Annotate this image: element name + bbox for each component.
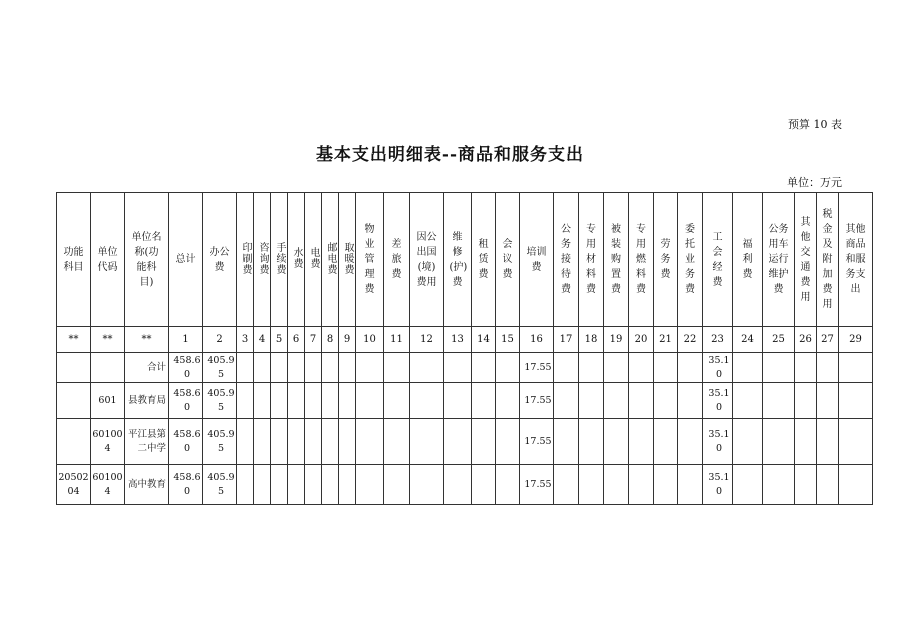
table-cell bbox=[763, 353, 795, 383]
table-cell bbox=[410, 465, 444, 505]
column-header-label: 电费 bbox=[308, 247, 319, 269]
column-header bbox=[91, 193, 125, 327]
column-header-label: 印刷费 bbox=[240, 241, 251, 275]
table-cell bbox=[410, 383, 444, 419]
column-header-label: 办公费 bbox=[209, 246, 230, 273]
table-cell bbox=[839, 383, 873, 419]
column-header-label: 税金及附加费用 bbox=[822, 209, 833, 310]
column-header bbox=[817, 193, 839, 327]
column-header bbox=[654, 193, 678, 327]
column-number: 23 bbox=[703, 327, 733, 353]
table-cell bbox=[763, 383, 795, 419]
table-cell: 601004 bbox=[91, 465, 125, 505]
table-cell bbox=[472, 383, 496, 419]
table-cell bbox=[57, 353, 91, 383]
column-header bbox=[472, 193, 496, 327]
table-cell bbox=[444, 419, 472, 465]
column-number: ** bbox=[91, 327, 125, 353]
column-header bbox=[678, 193, 703, 327]
table-cell bbox=[305, 383, 322, 419]
column-header bbox=[169, 193, 203, 327]
form-number: 预算 10 表 bbox=[788, 118, 842, 131]
table-cell bbox=[57, 419, 91, 465]
column-header-label: 手续费 bbox=[274, 241, 285, 275]
table-cell bbox=[384, 419, 410, 465]
column-header-label: 公务用车运行维护费 bbox=[768, 224, 789, 295]
table-cell: 601 bbox=[91, 383, 125, 419]
table-cell bbox=[356, 383, 384, 419]
column-header-label: 物业管理费 bbox=[364, 224, 375, 295]
column-header bbox=[579, 193, 604, 327]
column-number: 6 bbox=[288, 327, 305, 353]
column-number: 14 bbox=[472, 327, 496, 353]
column-header-label: 差旅费 bbox=[391, 239, 402, 280]
table-cell: 17.55 bbox=[520, 353, 554, 383]
table-cell bbox=[57, 383, 91, 419]
table-cell bbox=[579, 353, 604, 383]
column-number: 4 bbox=[254, 327, 271, 353]
table-cell: 35.10 bbox=[703, 465, 733, 505]
table-cell bbox=[763, 465, 795, 505]
column-header-label: 劳务费 bbox=[660, 239, 671, 280]
column-header-label: 租赁费 bbox=[478, 239, 489, 280]
table-cell: 405.95 bbox=[203, 383, 237, 419]
table-cell: 高中教育 bbox=[125, 465, 169, 505]
table-cell bbox=[629, 353, 654, 383]
column-header bbox=[733, 193, 763, 327]
column-number: 29 bbox=[839, 327, 873, 353]
column-number: 12 bbox=[410, 327, 444, 353]
table-cell bbox=[410, 419, 444, 465]
table-cell: 458.60 bbox=[169, 419, 203, 465]
table-cell bbox=[654, 353, 678, 383]
table-cell: 县教育局 bbox=[125, 383, 169, 419]
table-cell bbox=[839, 465, 873, 505]
column-header bbox=[410, 193, 444, 327]
table-cell bbox=[339, 465, 356, 505]
column-header-label: 功能科目 bbox=[63, 246, 84, 273]
table-cell bbox=[254, 383, 271, 419]
table-cell bbox=[288, 383, 305, 419]
table-cell bbox=[817, 465, 839, 505]
table-cell bbox=[733, 353, 763, 383]
column-header-label: 单位名称(功能科目) bbox=[131, 231, 162, 288]
column-header bbox=[839, 193, 873, 327]
table-cell bbox=[444, 353, 472, 383]
table-cell bbox=[579, 383, 604, 419]
table-cell bbox=[817, 419, 839, 465]
table-cell bbox=[305, 419, 322, 465]
column-header-label: 取暖费 bbox=[342, 241, 353, 275]
table-cell bbox=[604, 383, 629, 419]
table-cell bbox=[410, 353, 444, 383]
table-cell bbox=[322, 353, 339, 383]
column-number: 3 bbox=[237, 327, 254, 353]
table-cell bbox=[763, 419, 795, 465]
column-header bbox=[237, 193, 254, 327]
budget-table bbox=[56, 192, 873, 505]
column-header bbox=[305, 193, 322, 327]
table-cell bbox=[817, 383, 839, 419]
table-cell bbox=[271, 419, 288, 465]
table-cell bbox=[472, 465, 496, 505]
table-cell: 35.10 bbox=[703, 383, 733, 419]
table-cell bbox=[629, 465, 654, 505]
table-cell: 35.10 bbox=[703, 353, 733, 383]
column-header-label: 因公出国(境)费用 bbox=[416, 231, 437, 288]
column-header-label: 咨询费 bbox=[257, 241, 268, 275]
table-cell: 458.60 bbox=[169, 383, 203, 419]
column-header-label: 维修(护)费 bbox=[449, 231, 468, 288]
column-number: ** bbox=[57, 327, 91, 353]
column-number: 27 bbox=[817, 327, 839, 353]
table-cell bbox=[496, 353, 520, 383]
table-cell: 458.60 bbox=[169, 353, 203, 383]
table-cell bbox=[678, 419, 703, 465]
table-row bbox=[57, 419, 873, 465]
column-header bbox=[629, 193, 654, 327]
column-header bbox=[795, 193, 817, 327]
table-row bbox=[57, 465, 873, 505]
column-number: 25 bbox=[763, 327, 795, 353]
column-header bbox=[520, 193, 554, 327]
table-cell bbox=[271, 465, 288, 505]
header-row bbox=[57, 193, 873, 327]
table-cell bbox=[384, 383, 410, 419]
table-cell bbox=[288, 465, 305, 505]
column-number: 5 bbox=[271, 327, 288, 353]
column-header-label: 水费 bbox=[291, 247, 302, 269]
column-number: 2 bbox=[203, 327, 237, 353]
column-header bbox=[322, 193, 339, 327]
column-header bbox=[763, 193, 795, 327]
column-number: 19 bbox=[604, 327, 629, 353]
table-cell bbox=[91, 353, 125, 383]
table-cell bbox=[496, 419, 520, 465]
table-cell bbox=[554, 353, 579, 383]
table-cell bbox=[579, 419, 604, 465]
table-cell: 合计 bbox=[125, 353, 169, 383]
table-cell: 405.95 bbox=[203, 465, 237, 505]
unit-label: 单位：万元 bbox=[787, 176, 842, 189]
table-cell bbox=[654, 383, 678, 419]
table-cell: 35.10 bbox=[703, 419, 733, 465]
table-cell bbox=[271, 383, 288, 419]
column-number: 20 bbox=[629, 327, 654, 353]
column-header bbox=[356, 193, 384, 327]
column-header-label: 专用燃料费 bbox=[636, 224, 646, 295]
table-cell bbox=[322, 383, 339, 419]
column-header-label: 邮电费 bbox=[325, 241, 336, 275]
table-cell bbox=[339, 383, 356, 419]
table-cell bbox=[356, 465, 384, 505]
table-cell bbox=[817, 353, 839, 383]
table-cell bbox=[678, 465, 703, 505]
table-cell bbox=[444, 465, 472, 505]
table-cell bbox=[654, 465, 678, 505]
table-cell bbox=[604, 419, 629, 465]
table-cell bbox=[795, 353, 817, 383]
page-title: 基本支出明细表--商品和服务支出 bbox=[315, 145, 585, 165]
table-cell bbox=[322, 465, 339, 505]
column-number: 21 bbox=[654, 327, 678, 353]
column-number: 11 bbox=[384, 327, 410, 353]
column-number: 8 bbox=[322, 327, 339, 353]
column-header-label: 单位代码 bbox=[97, 246, 118, 273]
table-cell: 17.55 bbox=[520, 465, 554, 505]
table-cell bbox=[496, 383, 520, 419]
table-cell bbox=[472, 353, 496, 383]
table-cell bbox=[678, 353, 703, 383]
table-cell bbox=[288, 353, 305, 383]
column-number: ** bbox=[125, 327, 169, 353]
column-number: 22 bbox=[678, 327, 703, 353]
table-row bbox=[57, 353, 873, 383]
table-cell bbox=[654, 419, 678, 465]
column-number: 10 bbox=[356, 327, 384, 353]
column-header-label: 培训费 bbox=[526, 246, 547, 273]
column-number: 15 bbox=[496, 327, 520, 353]
column-header-label: 委托业务费 bbox=[685, 224, 695, 295]
table-cell bbox=[472, 419, 496, 465]
table-cell bbox=[629, 419, 654, 465]
table-cell bbox=[254, 419, 271, 465]
table-cell bbox=[271, 353, 288, 383]
table-cell bbox=[795, 383, 817, 419]
column-header bbox=[384, 193, 410, 327]
table-cell: 17.55 bbox=[520, 383, 554, 419]
column-number: 1 bbox=[169, 327, 203, 353]
column-header-label: 会议费 bbox=[502, 239, 513, 280]
column-header-label: 其他交通费用 bbox=[800, 216, 811, 303]
table-cell bbox=[288, 419, 305, 465]
column-number: 17 bbox=[554, 327, 579, 353]
column-header bbox=[125, 193, 169, 327]
column-number: 7 bbox=[305, 327, 322, 353]
table-cell: 458.60 bbox=[169, 465, 203, 505]
table-cell bbox=[604, 353, 629, 383]
column-header-label: 福利费 bbox=[742, 239, 753, 280]
column-number: 18 bbox=[579, 327, 604, 353]
table-cell bbox=[629, 383, 654, 419]
table-cell: 405.95 bbox=[203, 353, 237, 383]
column-number: 9 bbox=[339, 327, 356, 353]
table-cell bbox=[678, 383, 703, 419]
table-cell bbox=[254, 465, 271, 505]
table-cell: 601004 bbox=[91, 419, 125, 465]
column-header-label: 其他商品和服务支出 bbox=[845, 224, 866, 295]
column-header-label: 被装购置费 bbox=[611, 224, 621, 295]
column-number: 24 bbox=[733, 327, 763, 353]
column-header bbox=[444, 193, 472, 327]
table-cell bbox=[795, 465, 817, 505]
column-header-label: 专用材料费 bbox=[586, 224, 596, 295]
table-cell bbox=[237, 383, 254, 419]
table-cell: 2050204 bbox=[57, 465, 91, 505]
table-cell bbox=[733, 465, 763, 505]
column-header bbox=[703, 193, 733, 327]
column-header bbox=[288, 193, 305, 327]
table-cell bbox=[384, 465, 410, 505]
column-header-label: 公务接待费 bbox=[561, 224, 571, 295]
table-cell: 405.95 bbox=[203, 419, 237, 465]
column-number-row bbox=[57, 327, 873, 353]
table-cell bbox=[604, 465, 629, 505]
table-cell bbox=[237, 465, 254, 505]
table-row bbox=[57, 383, 873, 419]
table-cell bbox=[237, 419, 254, 465]
table-cell bbox=[733, 419, 763, 465]
table-cell bbox=[356, 419, 384, 465]
table-cell bbox=[384, 353, 410, 383]
column-header bbox=[496, 193, 520, 327]
table-cell bbox=[554, 419, 579, 465]
table-cell: 平江县第二中学 bbox=[125, 419, 169, 465]
column-header bbox=[57, 193, 91, 327]
table-cell bbox=[322, 419, 339, 465]
column-number: 26 bbox=[795, 327, 817, 353]
column-header bbox=[271, 193, 288, 327]
column-header bbox=[554, 193, 579, 327]
table-cell bbox=[339, 353, 356, 383]
column-number: 16 bbox=[520, 327, 554, 353]
table-cell bbox=[496, 465, 520, 505]
table-cell bbox=[579, 465, 604, 505]
table-cell bbox=[305, 465, 322, 505]
column-header bbox=[604, 193, 629, 327]
table-cell bbox=[839, 419, 873, 465]
column-header-label: 工会经费 bbox=[712, 231, 723, 288]
column-number: 13 bbox=[444, 327, 472, 353]
table-cell bbox=[733, 383, 763, 419]
column-header-label: 总计 bbox=[175, 254, 196, 265]
table-cell bbox=[554, 465, 579, 505]
table-cell: 17.55 bbox=[520, 419, 554, 465]
table-cell bbox=[356, 353, 384, 383]
table-cell bbox=[254, 353, 271, 383]
table-cell bbox=[305, 353, 322, 383]
column-header bbox=[203, 193, 237, 327]
table-cell bbox=[339, 419, 356, 465]
table-cell bbox=[839, 353, 873, 383]
table-cell bbox=[795, 419, 817, 465]
table-cell bbox=[237, 353, 254, 383]
column-header bbox=[339, 193, 356, 327]
table-cell bbox=[444, 383, 472, 419]
table-cell bbox=[554, 383, 579, 419]
column-header bbox=[254, 193, 271, 327]
